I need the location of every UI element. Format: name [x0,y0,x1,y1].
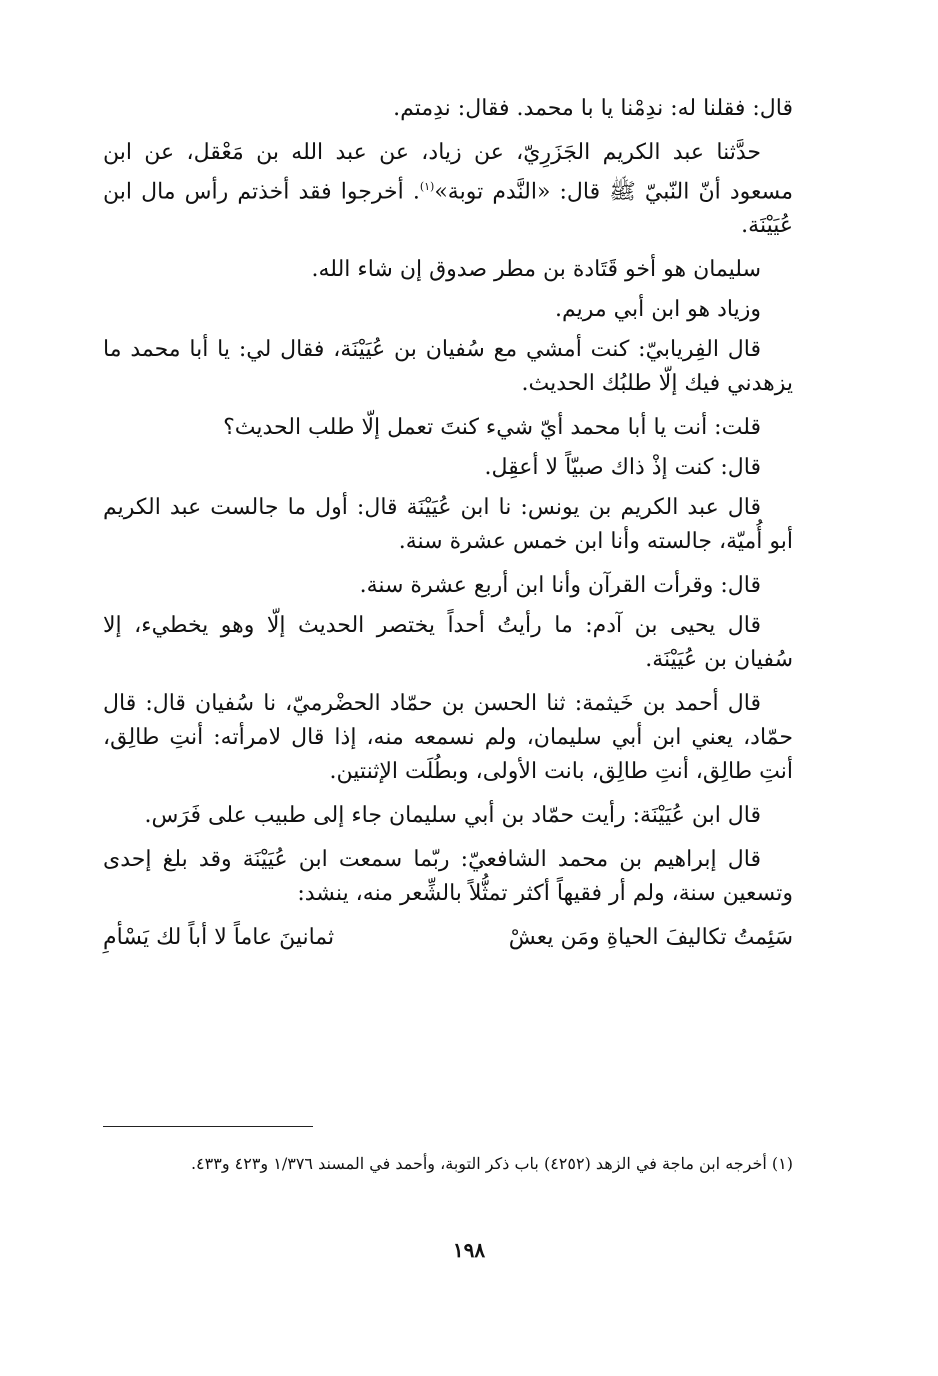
page-number: ١٩٨ [452,1238,486,1262]
paragraph-1: قال: فقلنا له: ندِمْنا يا با محمد. فقال: ندِمتم. [393,96,793,121]
paragraph-11: قال أحمد بن خَيثمة: ثنا الحسن بن حمّاد الحضْرميّ، نا سُفيان قال: قال حمّاد، يعني ابن أبي سليمان، ولم نسمعه منه، إذا قال لامرأته: أنتِ طالِق، أنتِ طالِق، أنتِ طالِق، بانت الأولى، وبطُلَت الإثنتين. [103,691,793,785]
footnote-marker: (١) [419,180,435,193]
paragraph-6: قلت: أنت يا أبا محمد أيّ شيء كنتَ تعمل إلّا طلب الحديث؟ [223,415,761,441]
paragraph-9: قال: وقرأت القرآن وأنا ابن أربع عشرة سنة. [359,573,761,599]
poetry-verse [103,921,793,955]
paragraph-7: قال: كنت إذْ ذاك صبيّاً لا أعقِل. [484,455,761,481]
paragraph-10: قال يحيى بن آدم: ما رأيتُ أحداً يختصر الحديث إلّا وهو يخطيء، إلا سُفيان بن عُيَيْنَة. [103,613,793,673]
paragraph-5: قال الفِريابيّ: كنت أمشي مع سُفيان بن عُيَيْنَة، فقال لي: يا أبا محمد ما يزهدني فيك إلّا طلبُك الحديث. [103,337,793,397]
paragraph-4: وزياد هو ابن أبي مريم. [554,297,761,323]
paragraph-12: قال ابن عُيَيْنَة: رأيت حمّاد بن أبي سليمان جاء إلى طبيب على فَرَس. [144,803,761,829]
verse-second-hemistich: ثمانينَ عاماً لا أباً لك يَسْأمِ [103,925,335,951]
paragraph-2-text: حدَّثنا عبد الكريم الجَزَرِيّ، عن زياد، عن عبد الله بن مَعْقل، عن ابن مسعود أنّ النّبيّ ﷺ قال: «النَّدم توبة» [103,140,793,205]
paragraph-2 [103,136,793,243]
paragraph-13: قال إبراهيم بن محمد الشافعيّ: ربّما سمعت ابن عُيَيْنَة وقد بلغ إحدى وتسعين سنة، ولم أر فقيهاً أكثر تمثُّلاً بالشِّعر منه، ينشد: [103,847,793,907]
main-text [103,92,793,955]
footnote: (١) أخرجه ابن ماجة في الزهد (٤٢٥٢) باب ذكر التوبة، وأحمد في المسند ١/٣٧٦ و٤٢٣ و٤٣٣. [190,1154,793,1173]
footnote-separator [103,1126,313,1127]
paragraph-3: سليمان هو أخو قَتَادة بن مطر صدوق إن شاء الله. [311,257,761,283]
paragraph-8: قال عبد الكريم بن يونس: نا ابن عُيَيْنَة قال: أول ما جالست عبد الكريم أبو أُميّة، جالسته وأنا ابن خمس عشرة سنة. [103,495,793,555]
verse-first-hemistich: سَئِمتُ تكاليفَ الحياةِ ومَن يعشْ [508,925,793,951]
paragraph-2-tail: . أخرجوا فقد أخذتم رأس مال ابن عُيَيْنَة. [103,179,793,239]
